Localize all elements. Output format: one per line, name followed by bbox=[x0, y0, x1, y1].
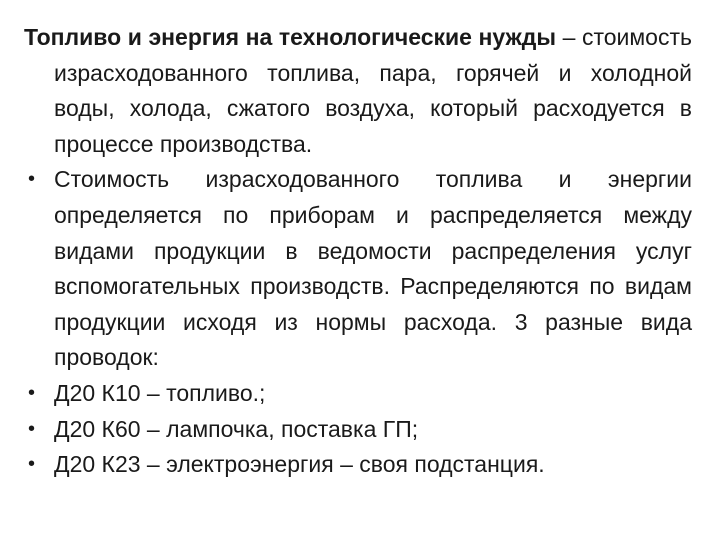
intro-rest: – стоимость израсходованного топлива, пара, горячей и холодной воды, холода, сжатого воздуха, который расходуется в процессе производства. bbox=[54, 24, 692, 157]
bullet-icon: • bbox=[28, 381, 36, 404]
bullet-item bbox=[24, 376, 692, 412]
bullet-icon: • bbox=[28, 417, 36, 440]
intro-lead: Топливо и энергия на технологические нужды bbox=[24, 24, 557, 50]
bullet-item bbox=[24, 412, 692, 448]
intro-paragraph bbox=[24, 20, 692, 162]
bullet-text: Д20 К60 – лампочка, поставка ГП; bbox=[54, 415, 419, 442]
bullet-icon: • bbox=[28, 453, 36, 476]
slide-body bbox=[24, 20, 692, 483]
bullet-text: Д20 К23 – электроэнергия – своя подстанция. bbox=[54, 451, 545, 478]
bullet-item bbox=[24, 162, 692, 376]
bullet-text: Стоимость израсходованного топлива и энергии определяется по приборам и распределяется между видами продукции в ведомости распределения услуг вспомогательных производств. Распределяются по видам продукции исходя из нормы расхода. 3 разные вида проводок: bbox=[54, 166, 692, 371]
bullet-item bbox=[24, 447, 692, 483]
bullet-text: Д20 К10 – топливо.; bbox=[54, 379, 266, 406]
bullet-icon: • bbox=[28, 168, 36, 191]
